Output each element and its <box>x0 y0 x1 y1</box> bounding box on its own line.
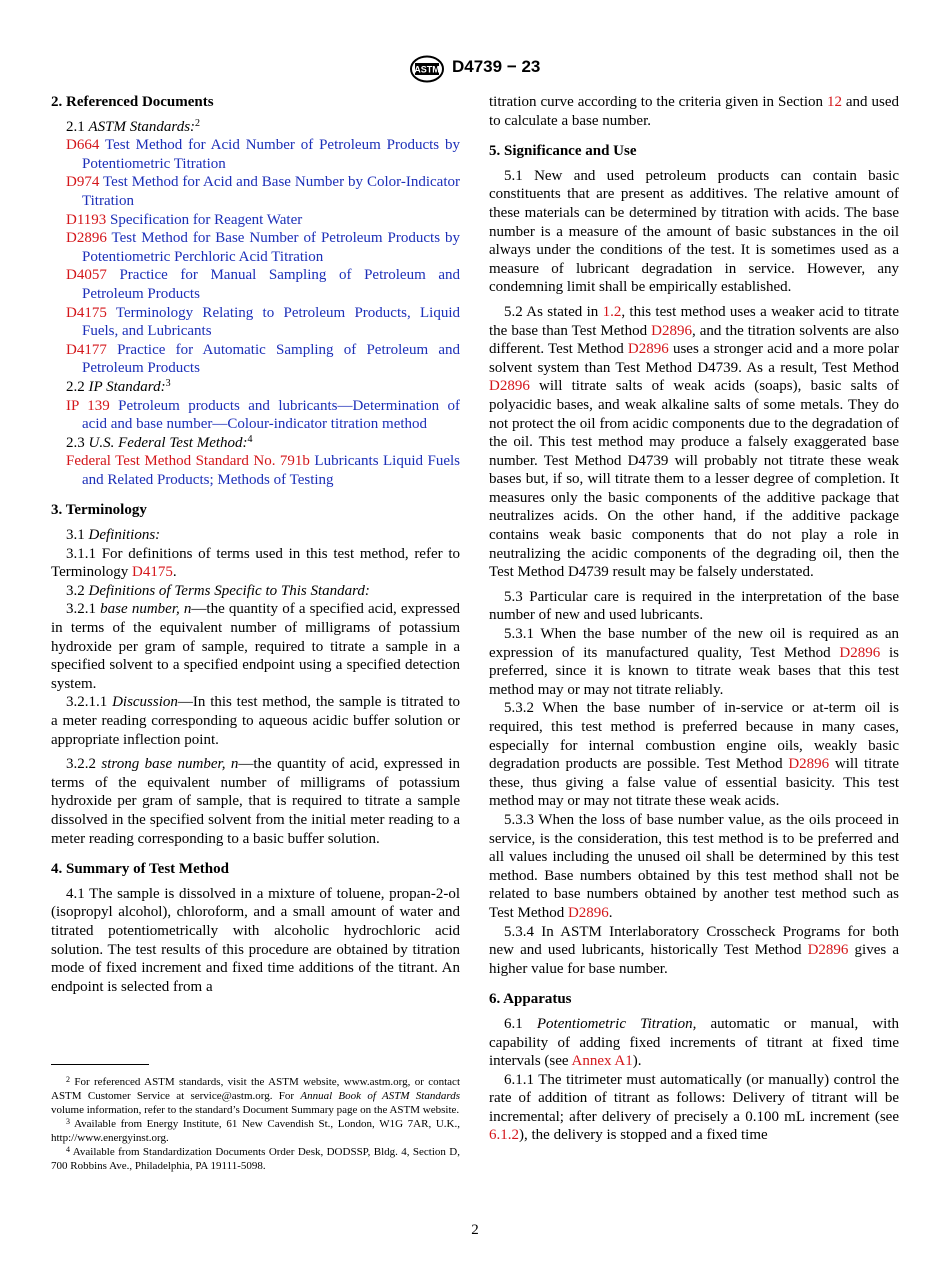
reference-title-link[interactable]: Specification for Reagent Water <box>110 211 303 228</box>
subsection-federal-method: 2.3 U.S. Federal Test Method:$^4$ <box>66 433 253 451</box>
section-heading: 5. Significance and Use <box>489 143 637 160</box>
paragraph: titration curve according to the criteria given in Section 12 and used to calculate a base number. <box>489 94 899 129</box>
footnote: $^2$ For referenced ASTM standards, visit the ASTM website, www.astm.org, or contact ASTM Customer Service at service@astm.org. For Annual Book of ASTM Standards volume information, refer to the standard’s Document Summary page on the ASTM website. <box>51 1075 460 1116</box>
left-column <box>51 93 460 996</box>
footnote: $^4$ Available from Standardization Documents Order Desk, DODSSP, Bldg. 4, Section D, 700 Robbins Ave., Philadelphia, PA 19111-5098. <box>51 1145 460 1172</box>
d2896-link[interactable]: D2896 <box>807 942 849 959</box>
reference-item <box>51 136 460 173</box>
footnote-divider <box>51 1064 149 1065</box>
reference-title-link[interactable]: Test Method for Acid Number of Petroleum Products by Potentiometric Titration <box>82 137 460 172</box>
section-6-1-2-link[interactable]: 6.1.2 <box>489 1127 519 1144</box>
paragraph: 3.2.1 base number, n—the quantity of a specified acid, expressed in terms of the equivalent number of milligrams of potassium hydroxide per gram of sample, required to titrate a sample in a specified solvent to a specified endpoint using a specified detection system. <box>51 601 461 692</box>
reference-title-link[interactable]: Terminology Relating to Petroleum Products, Liquid Fuels, and Lubricants <box>82 304 460 340</box>
reference-item <box>51 229 460 266</box>
document-designation: D4739 − 23 <box>452 57 541 76</box>
paragraph: 6.1 Potentiometric Titration, automatic or manual, with capability of adding fixed increments of titrant at fixed time intervals (see Annex A1). <box>489 1015 900 1070</box>
reference-title-link[interactable]: Test Method for Acid and Base Number by Color-Indicator Titration <box>82 174 461 209</box>
section-1-2-link[interactable]: 1.2 <box>602 303 622 320</box>
reference-title-link[interactable]: Test Method for Base Number of Petroleum Products by Potentiometric Perchloric Acid Titration <box>82 230 460 265</box>
page-header <box>0 55 950 85</box>
reference-code-link[interactable]: D4057 <box>66 267 107 284</box>
d2896-link[interactable]: D2896 <box>567 904 609 921</box>
page-number: 2 <box>471 1222 479 1238</box>
paragraph: 3.1.1 For definitions of terms used in this test method, refer to Terminology D4175. <box>51 545 460 581</box>
annex-a1-link[interactable]: Annex A1 <box>571 1053 633 1070</box>
d2896-link[interactable]: D2896 <box>651 322 692 339</box>
right-column <box>489 93 899 1145</box>
reference-title-link[interactable]: Petroleum products and lubricants—Determination of acid and base number—Colour-indicator titration method <box>82 397 461 433</box>
reference-title-link[interactable]: Lubricants Liquid Fuels and Related Products; Methods of Testing <box>82 453 460 488</box>
paragraph: 4.1 The sample is dissolved in a mixture of toluene, propan-2-ol (isopropyl alcohol), chloroform, and a small amount of water and titrated potentiometrically with alcoholic hydrochloric acid solution. The test results of this procedure are obtained by titration mode of fixed increment and fixed time additions of the titrant. An endpoint is selected from a <box>51 885 460 995</box>
d2896-link[interactable]: D2896 <box>788 756 830 773</box>
reference-title-link[interactable]: Practice for Manual Sampling of Petroleum and Petroleum Products <box>82 267 460 302</box>
reference-item <box>51 341 460 378</box>
reference-code-link[interactable]: IP 139 <box>66 397 110 414</box>
reference-code-link[interactable]: D4175 <box>66 304 107 321</box>
subsection-ip-standard: 2.2 IP Standard:$^3$ <box>66 377 171 395</box>
reference-item <box>51 211 460 230</box>
d2896-link[interactable]: D2896 <box>839 644 881 661</box>
reference-code-link[interactable]: D664 <box>66 137 100 154</box>
reference-code-link[interactable]: Federal Test Method Standard No. 791b <box>66 453 310 470</box>
subsection-astm-standards: 2.1 ASTM Standards:$^2$ <box>66 117 201 135</box>
reference-item-ip139 <box>51 397 460 434</box>
reference-item-federal <box>51 452 460 489</box>
reference-code-link[interactable]: D974 <box>66 174 100 191</box>
reference-code-link[interactable]: D4177 <box>66 341 107 358</box>
d2896-link[interactable]: D2896 <box>627 341 669 358</box>
d2896-link[interactable]: D2896 <box>489 378 530 395</box>
paragraph: 5.3.2 When the base number of in-service or at-term oil is required, this test method is preferred because in many cases, especially for internal combustion engine oils, weakly basic degradation products are possible. Test Method D2896 will titrate these, thus giving a false value of essential basicity. This test method may or may not titrate these weak acids. <box>489 700 899 810</box>
section-heading: 2. Referenced Documents <box>51 94 214 110</box>
d4175-link[interactable]: D4175 <box>132 564 173 581</box>
reference-item <box>51 173 460 210</box>
paragraph: 5.3.1 When the base number of the new oil is required as an expression of its manufactured quality, Test Method D2896 is preferred, since it is known to titrate weak bases that this test method may or may not titrate reliably. <box>489 626 899 698</box>
reference-title-link[interactable]: Practice for Automatic Sampling of Petroleum and Petroleum Products <box>82 341 460 377</box>
paragraph: 5.3.4 In ASTM Interlaboratory Crosscheck Programs for both new and used lubricants, historically Test Method D2896 gives a higher value for base number. <box>489 923 899 977</box>
section-heading: 4. Summary of Test Method <box>51 861 229 878</box>
paragraph: 5.2 As stated in 1.2, this test method uses a weaker acid to titrate the base than Test Method D2896, and the titration solvents are also different. Test Method D2896 uses a stronger acid and a more polar solvent system than Test Method D4739. As a result, Test Method D2896 will titrate salts of weak acids (soaps), basic salts of polyacidic bases, and weak alkaline salts of some metals. They do not protect the oil from acidic components due to the degradation of the oil. This test method may produce a falsely exaggerated base number. Test Method D4739 will probably not titrate these weak bases but, if so, will titrate them to a lesser degree of completion. It measures only the basic components of the additive package that neutralizes acids. On the other hand, if the additive package contains weak basic components that do not play a role in neutralizing the acidic components of the degrading oil, then the Test Method D4739 result may be falsely understated. <box>489 303 900 581</box>
paragraph: 6.1.1 The titrimeter must automatically (or manually) control the rate of addition of titrant as follows: Delivery of titrant will be incremental; after delivery of precisely a 0.100 mL increment (see 6.1.2), the delivery is stopped and a fixed time <box>489 1071 899 1144</box>
reference-item <box>51 304 460 341</box>
paragraph: 3.1 Definitions: <box>66 527 161 544</box>
footnotes <box>51 1075 460 1173</box>
reference-code-link[interactable]: D2896 <box>66 230 107 247</box>
astm-logo-icon <box>409 55 445 83</box>
reference-item <box>51 266 460 303</box>
paragraph: 5.3 Particular care is required in the interpretation of the base number of new and used lubricants. <box>489 588 899 624</box>
svg-text:ASTM: ASTM <box>414 64 440 75</box>
footnote: $^3$ Available from Energy Institute, 61 New Cavendish St., London, W1G 7AR, U.K., http://www.energyinst.org. <box>51 1117 460 1144</box>
paragraph: 5.3.3 When the loss of base number value, as the oils proceed in service, is the consideration, this test method is to be preferred and all values including the unused oil shall be determined by this test method. Base numbers obtained by this test method shall not be related to base numbers obtained by another test method such as Test Method D2896. <box>489 811 899 921</box>
astm-reference-list <box>51 136 460 378</box>
paragraph: 3.2 Definitions of Terms Specific to This Standard: <box>66 582 370 599</box>
section-heading: 3. Terminology <box>51 502 147 519</box>
paragraph: 3.2.1.1 Discussion—In this test method, the sample is titrated to a meter reading corresponding to aqueous acidic buffer solution or appropriate inflection point. <box>51 694 461 748</box>
section-heading: 6. Apparatus <box>489 991 572 1008</box>
section-12-link[interactable]: 12 <box>826 94 842 110</box>
paragraph: 3.2.2 strong base number, n—the quantity of acid, expressed in terms of the equivalent number of milligrams of potassium hydroxide per gram of sample, that is required to titrate a sample dissolved in the specified solvent from the initial meter reading to a meter reading corresponding to a basic buffer solution. <box>51 756 460 847</box>
reference-code-link[interactable]: D1193 <box>66 211 107 228</box>
paragraph: 5.1 New and used petroleum products can contain basic constituents that are present as additives. The relative amount of these materials can be determined by titration with acids. The base number is a measure of the amount of basic substances in the oil always under the conditions of the test. It is sometimes used as a measure of lubricant degradation in service. However, any condemning limit shall be empirically established. <box>489 167 899 296</box>
